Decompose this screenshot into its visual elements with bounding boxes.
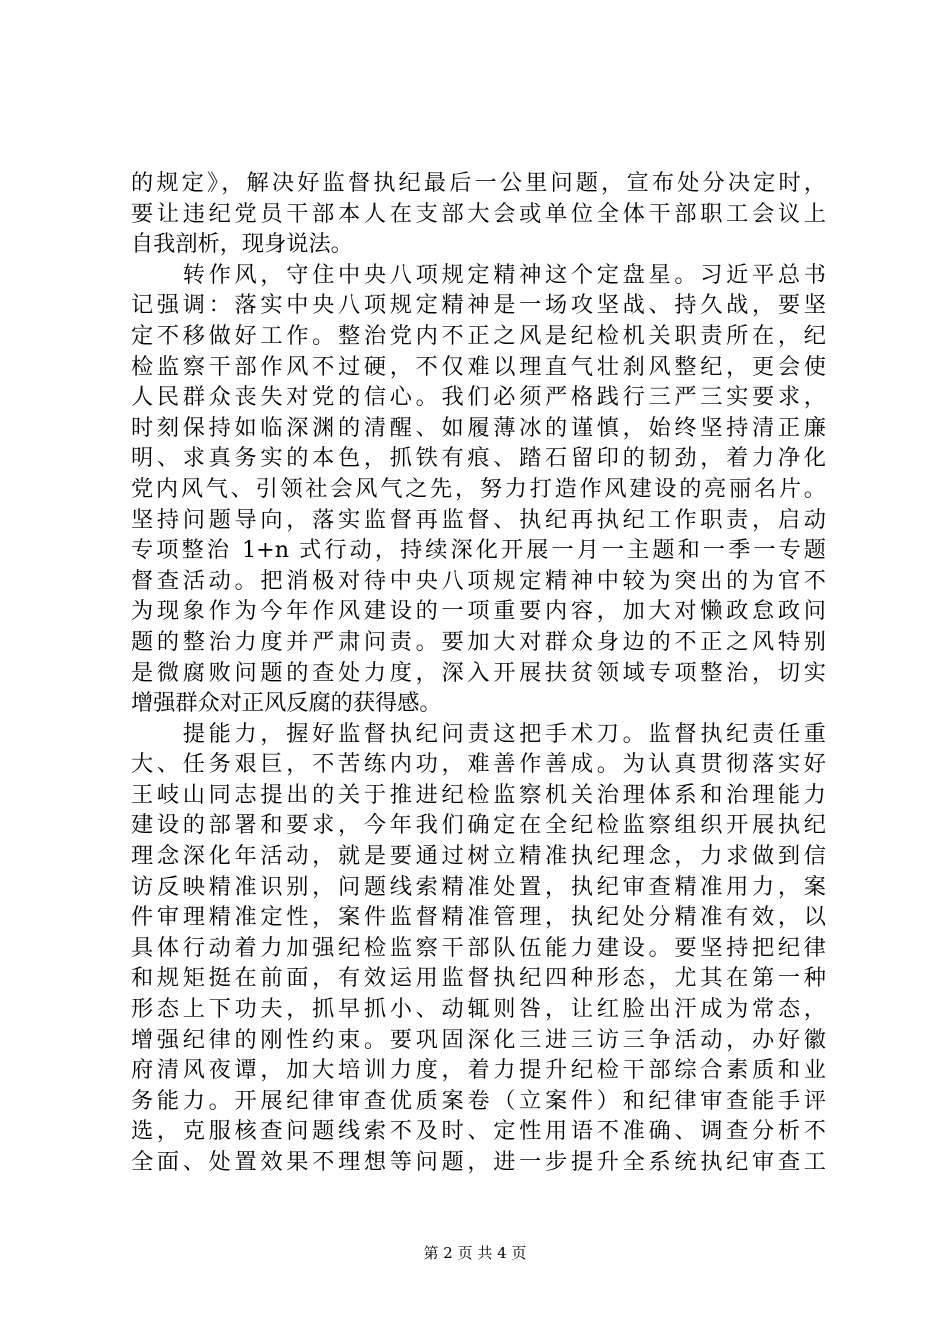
body-text [131,168,826,1178]
text-line: 记强调：落实中央八项规定精神是一场攻坚战、持久战，要坚 [131,292,826,319]
text-line: 是微腐败问题的查处力度，深入开展扶贫领域专项整治，切实 [131,659,826,686]
text-line: 时刻保持如临深渊的清醒、如履薄冰的谨慎，始终坚持清正廉 [131,414,826,441]
text-line: 坚持问题导向，落实监督再监督、执纪再执纪工作职责，启动 [131,506,826,533]
text-line: 形态上下功夫，抓早抓小、动辄则咎，让红脸出汗成为常态， [131,996,826,1023]
text-line: 访反映精准识别，问题线索精准处置，执纪审查精准用力，案 [131,873,826,900]
text-line: 人民群众丧失对党的信心。我们必须严格践行三严三实要求， [131,384,826,411]
text-line: 理念深化年活动，就是要通过树立精准执纪理念，力求做到信 [131,843,826,870]
text-line: 定不移做好工作。整治党内不正之风是纪检机关职责所在，纪 [131,322,826,349]
text-line: 为现象作为今年作风建设的一项重要内容，加大对懒政怠政问 [131,598,826,625]
text-line: 大、任务艰巨，不苦练内功，难善作善成。为认真贯彻落实好 [131,751,826,778]
text-line: 和规矩挺在前面，有效运用监督执纪四种形态，尤其在第一种 [131,965,826,992]
text-line: 检监察干部作风不过硬，不仅难以理直气壮刹风整纪，更会使 [131,353,826,380]
text-line: 增强群众对正风反腐的获得感。 [131,690,442,717]
text-line: 督查活动。把消极对待中央八项规定精神中较为突出的为官不 [131,567,826,594]
text-line: 明、求真务实的本色，抓铁有痕、踏石留印的韧劲，着力净化 [131,445,826,472]
text-line: 全面、处置效果不理想等问题，进一步提升全系统执纪审查工 [131,1149,826,1175]
page-footer: 第 2 页 共 4 页 [423,1244,527,1262]
text-line: 题的整治力度并严肃问责。要加大对群众身边的不正之风特别 [131,628,826,655]
text-line: 件审理精准定性，案件监督精准管理，执纪处分精准有效，以 [131,904,826,931]
text-line: 转作风，守住中央八项规定精神这个定盘星。习近平总书 [131,261,826,288]
text-line: 府清风夜谭，加大培训力度，着力提升纪检干部综合素质和业 [131,1057,826,1084]
text-line: 要让违纪党员干部本人在支部大会或单位全体干部职工会议上 [131,200,826,227]
text-line: 建设的部署和要求，今年我们确定在全纪检监察组织开展执纪 [131,812,826,839]
text-line: 专项整治 1+n 式行动，持续深化开展一月一主题和一季一专题 [131,537,826,564]
text-line: 提能力，握好监督执纪问责这把手术刀。监督执纪责任重 [131,720,826,747]
text-line: 党内风气、引领社会风气之先，努力打造作风建设的亮丽名片。 [131,475,826,502]
text-line: 的规定》，解决好监督执纪最后一公里问题，宣布处分决定时， [131,170,826,196]
text-line: 增强纪律的刚性约束。要巩固深化三进三访三争活动，办好徽 [131,1026,826,1053]
text-line: 选，克服核查问题线索不及时、定性用语不准确、调查分析不 [131,1118,826,1145]
text-line: 务能力。开展纪律审查优质案卷（立案件）和纪律审查能手评 [131,1087,826,1114]
text-line: 王岐山同志提出的关于推进纪检监察机关治理体系和治理能力 [131,781,826,808]
text-line: 自我剖析，现身说法。 [131,231,353,258]
text-line: 具体行动着力加强纪检监察干部队伍能力建设。要坚持把纪律 [131,934,826,961]
